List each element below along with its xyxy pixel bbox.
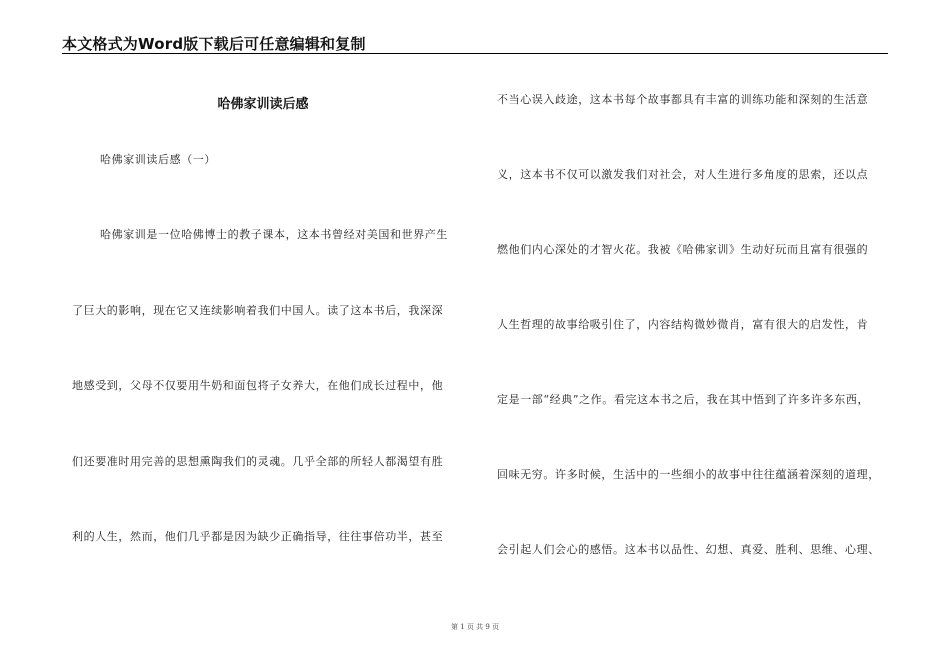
body-line: 们还要准时用完善的思想熏陶我们的灵魂。几乎全部的所轻人都渴望有胜 — [72, 455, 444, 468]
body-line: 会引起人们会心的感悟。这本书以品性、幻想、真爱、胜利、思维、心理、 — [497, 543, 880, 556]
right-column — [497, 0, 893, 672]
body-line: 地感受到，父母不仅要用牛奶和面包将子女养大，在他们成长过程中，他 — [72, 379, 444, 392]
left-column — [72, 0, 468, 672]
body-line: 燃他们内心深处的才智火花。我被《哈佛家训》生动好玩而且富有很强的 — [497, 243, 869, 256]
body-line: 利的人生，然而，他们几乎都是因为缺少正确指导，往往事倍功半，甚至 — [72, 530, 444, 543]
body-line: 人生哲理的故事给吸引住了，内容结构微妙微肖，富有很大的启发性，肯 — [497, 318, 869, 331]
body-line: 了巨大的影响，现在它又连续影响着我们中国人。读了这本书后，我深深 — [72, 304, 444, 317]
body-line: 哈佛家训读后感（一） — [100, 153, 216, 166]
page-number: 第 1 页 共 9 页 — [450, 623, 500, 631]
body-line: 定是一部“经典”之作。看完这本书之后，我在其中悟到了许多许多东西， — [497, 393, 870, 406]
document-title: 哈佛家训读后感 — [217, 97, 309, 112]
body-line: 回味无穷。许多时候，生活中的一些细小的故事中往往蕴涵着深刻的道理， — [497, 468, 880, 481]
body-line: 不当心误入歧途，这本书每个故事都具有丰富的训练功能和深刻的生活意 — [497, 93, 869, 106]
body-line: 哈佛家训是一位哈佛博士的教子课本，这本书曾经对美国和世界产生 — [100, 228, 448, 241]
header-text: 本文格式为Word版下载后可任意编辑和复制 — [62, 35, 366, 53]
body-line: 义，这本书不仅可以激发我们对社会，对人生进行多角度的思索，还以点 — [497, 168, 869, 181]
